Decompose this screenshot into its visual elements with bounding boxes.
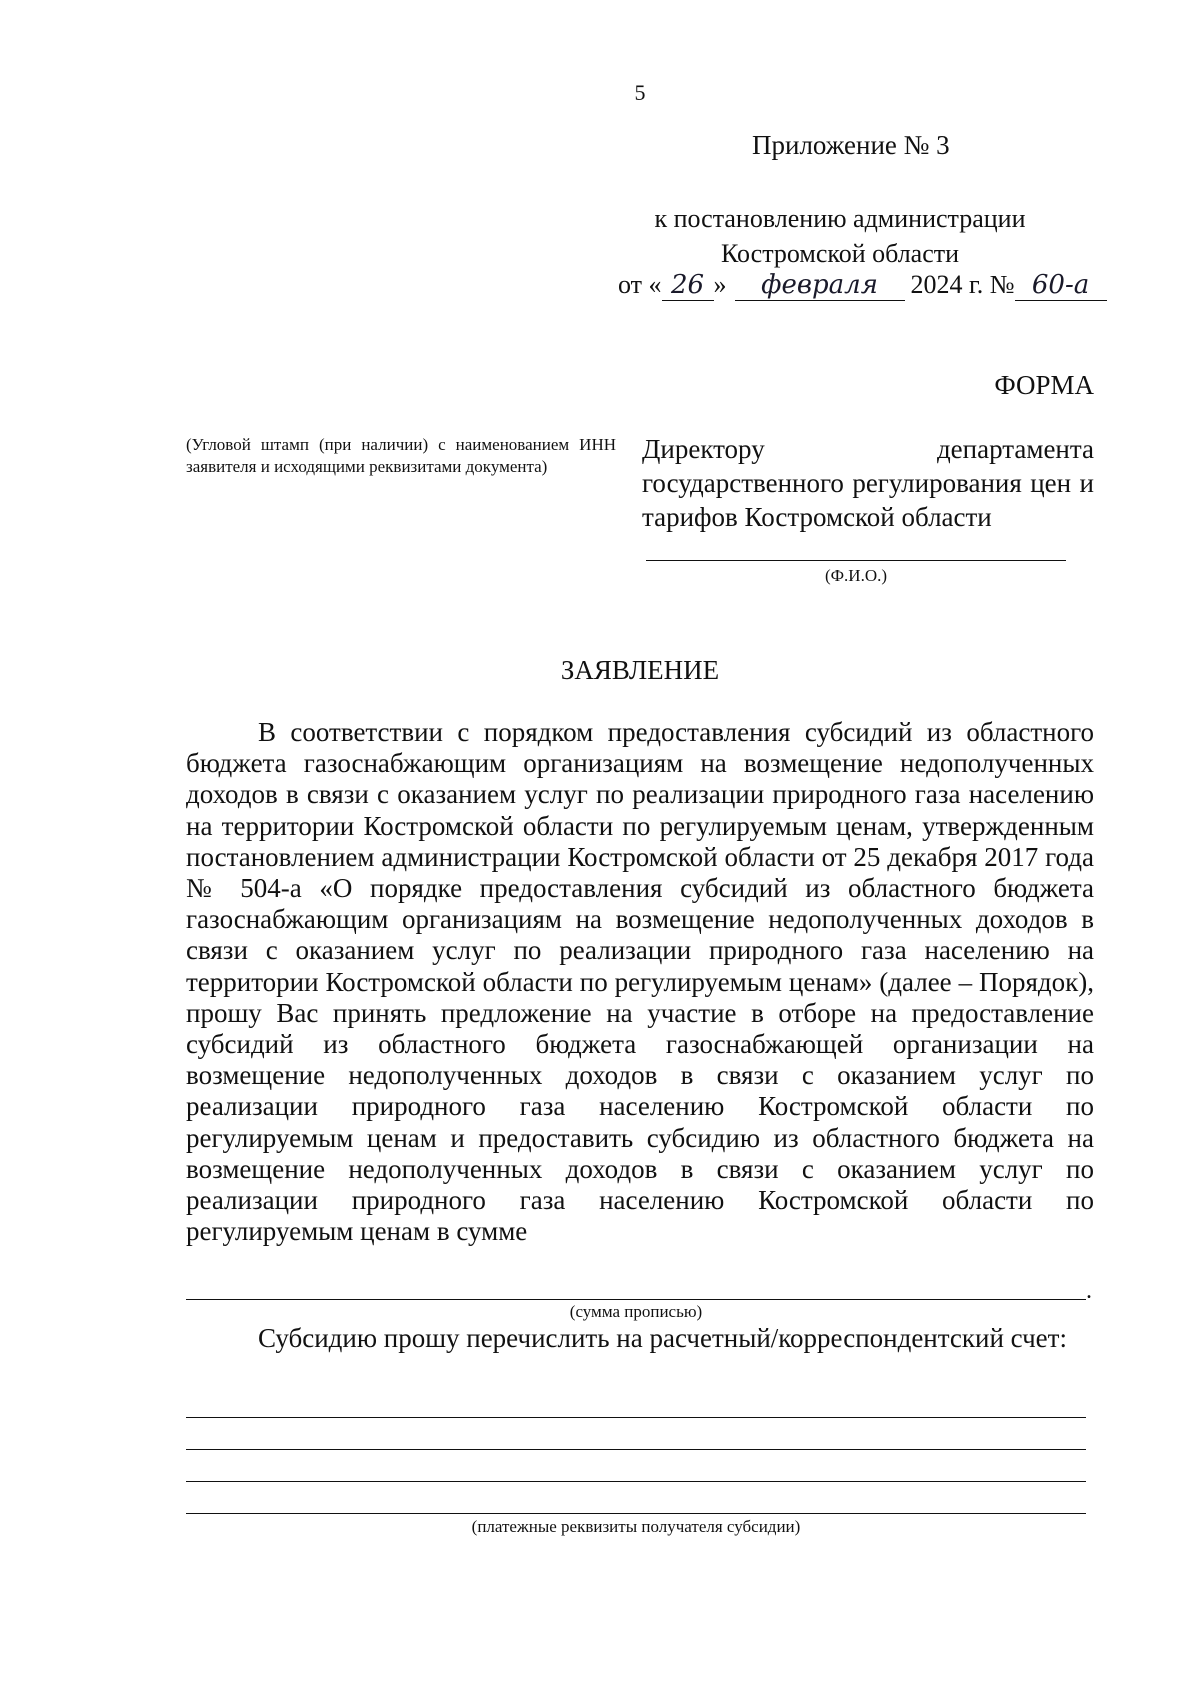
document-title: ЗАЯВЛЕНИЕ: [560, 655, 720, 685]
appendix-title: Приложение № 3: [752, 130, 950, 160]
decree-date: [618, 270, 1107, 301]
sum-caption: (сумма прописью): [569, 1302, 703, 1321]
addressee: Директору департамента государственного регулирования цен и тарифов Костромской области: [642, 434, 1094, 532]
date-prefix: от «: [618, 270, 662, 299]
decree-line-2: Костромской области: [720, 239, 960, 268]
account-text: Субсидию прошу перечислить на расчетный/корреспондентский счет:: [258, 1323, 1067, 1353]
fio-caption: (Ф.И.О.): [824, 566, 888, 585]
date-year: 2024 г. №: [910, 270, 1015, 299]
decree-line-1: к постановлению администрации: [654, 204, 1026, 233]
decree-number-handwritten: 60-а: [1015, 270, 1107, 301]
stamp-note: (Угловой штамп (при наличии) с наименованием ИНН заявителя и исходящими реквизитами документа): [186, 435, 616, 476]
fio-line: [646, 560, 1066, 561]
requisites-line: [186, 1449, 1086, 1450]
sum-dot: .: [1086, 1278, 1092, 1304]
requisites-caption: (платежные реквизиты получателя субсидии): [471, 1517, 801, 1536]
date-sep: »: [713, 270, 727, 299]
page-number: 5: [634, 80, 646, 105]
requisites-line: [186, 1417, 1086, 1418]
form-label: ФОРМА: [994, 370, 1094, 400]
date-month-handwritten: февраля: [735, 270, 905, 301]
requisites-line: [186, 1481, 1086, 1482]
application-body: В соответствии с порядком предоставления субсидий из областного бюджета газоснабжающим организациям на возмещение недополученных доходов в связи с оказанием услуг по реализации природного газа населению на территории Костромской области по регулируемым ценам, утвержденным постановлением администрации Костромской области от 25 декабря 2017 года № 504-а «О порядке предоставления субсидий из областного бюджета газоснабжающим организациям на возмещение недополученных доходов в связи с оказанием услуг по реализации природного газа населению на территории Костромской области по регулируемым ценам» (далее – Порядок), прошу Вас принять предложение на участие в отборе на предоставление субсидий из областного бюджета газоснабжающей организации на возмещение недополученных доходов в связи с оказанием услуг по реализации природного газа населению Костромской области по регулируемым ценам и предоставить субсидию из областного бюджета на возмещение недополученных доходов в связи с оказанием услуг по реализации природного газа населению Костромской области по регулируемым ценам в сумме: [186, 717, 1094, 1247]
sum-line: [186, 1299, 1086, 1300]
requisites-line: [186, 1513, 1086, 1514]
date-day-handwritten: 26: [662, 270, 714, 301]
